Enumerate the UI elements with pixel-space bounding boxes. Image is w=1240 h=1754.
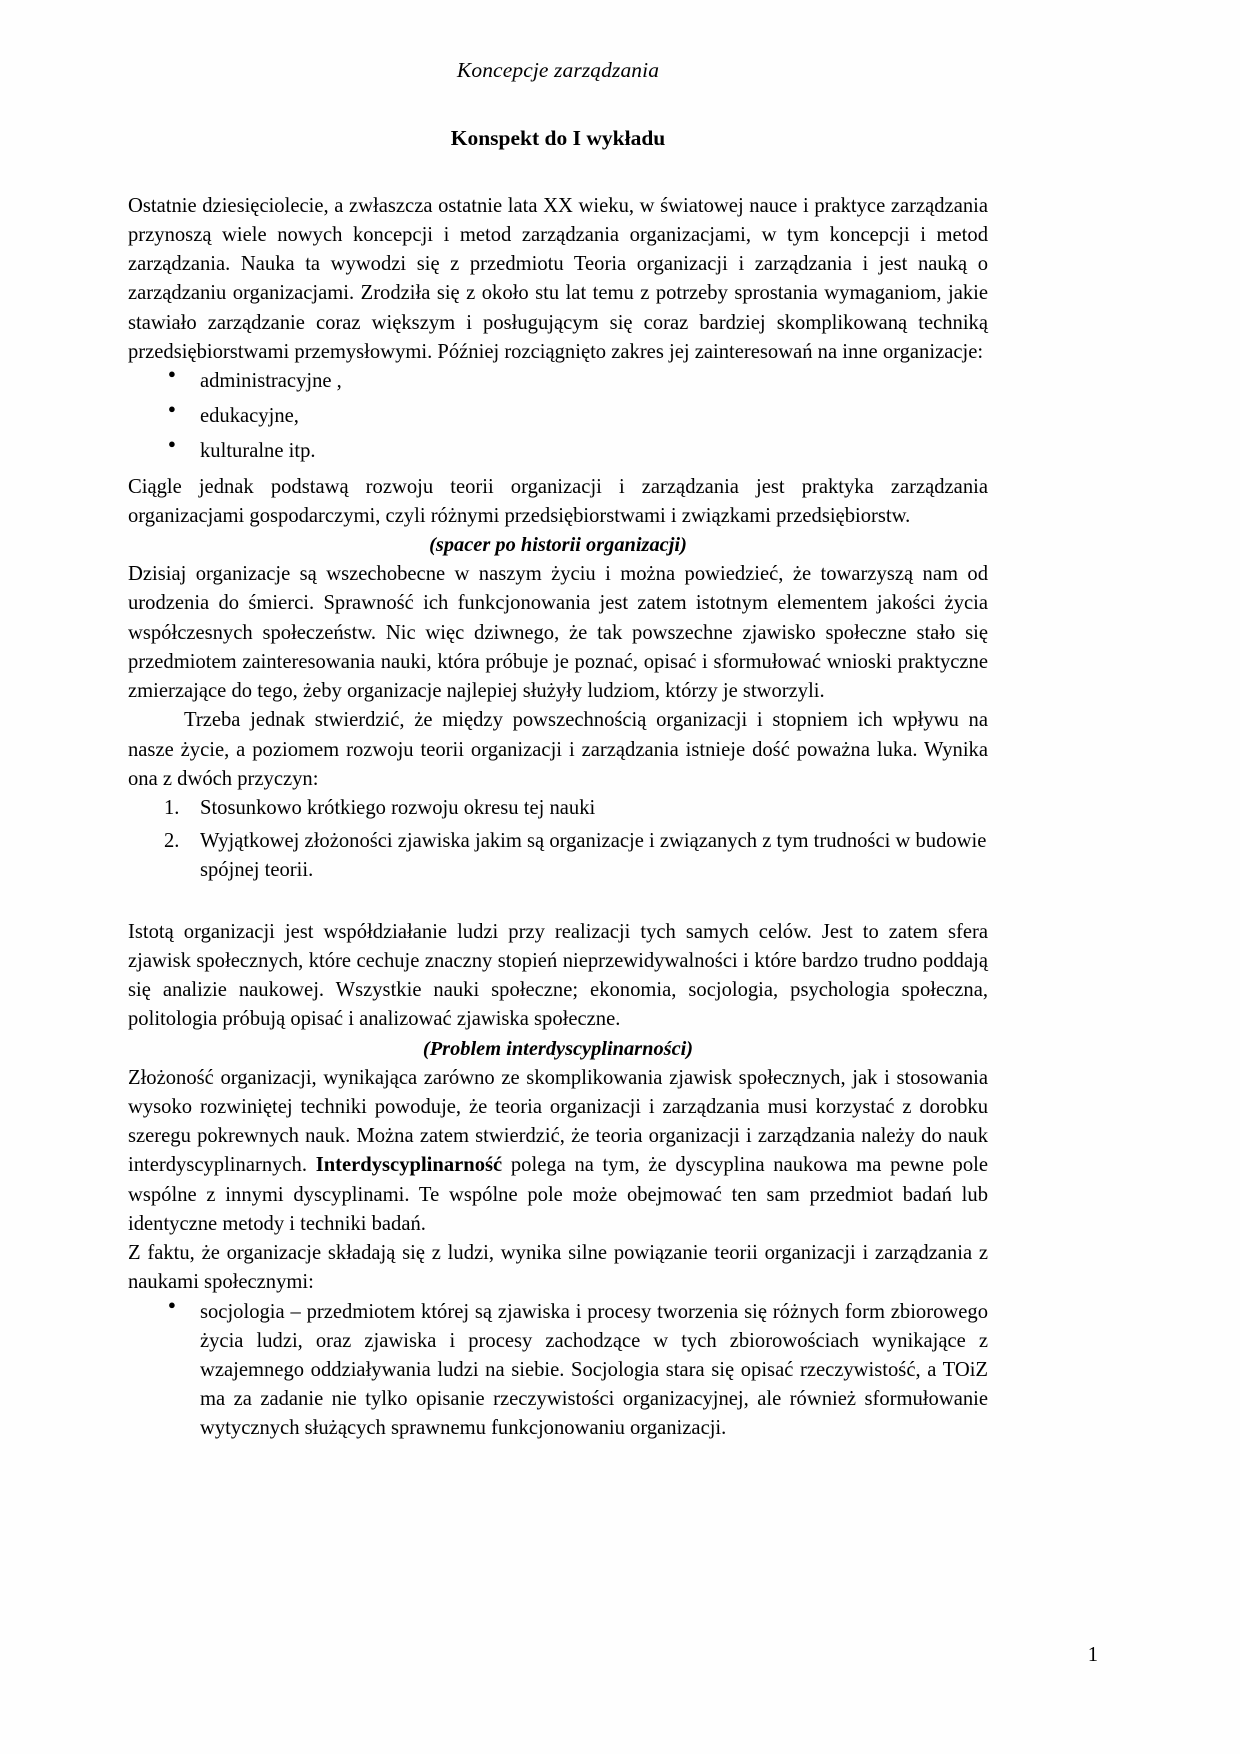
paragraph-gap: Trzeba jednak stwierdzić, że między powszechnością organizacji i stopniem ich wpływu na nasze życie, a poziomem rozwoju teorii organizacji i zarządzania istnieje dość poważna luka. Wynika ona z dwóch przyczyn:	[128, 709, 988, 790]
list-item: ● kulturalne itp.	[128, 437, 988, 466]
document-header: Koncepcje zarządzania	[456, 58, 660, 82]
numbered-list-reasons	[128, 794, 988, 886]
complexity-text-part2: polega na tym, że dyscyplina naukowa ma pewne pole wspólne z innymi dyscyplinami. Te wspólne pole może obejmować ten sam przedmiot badań lub identyczne metody i techniki badań.	[128, 1154, 989, 1235]
emphasis-interdisciplinarity: Interdyscyplinarność	[315, 1154, 503, 1177]
list-item: Wyjątkowej złożoności zjawiska jakim są organizacje i związanych z tym trudności w budowie spójnej teorii.	[200, 830, 987, 882]
section-heading-interdisciplinary: (Problem interdyscyplinarności)	[422, 1037, 694, 1060]
paragraph-complexity	[128, 1064, 988, 1239]
complexity-text-part1: Złożoność organizacji, wynikająca zarówno ze skomplikowania zjawisk społecznych, jak i stosowania wysoko rozwiniętej techniki powoduje, że teoria organizacji i zarządzania musi korzystać z dorobku szeregu pokrewnych nauk. Można zatem stwierdzić, że teoria organizacji i zarządzania należy do nauk interdyscyplinarnych.	[128, 1066, 988, 1177]
section-heading-history: (spacer po historii organizacji)	[429, 534, 687, 557]
paragraph-from-fact: Z faktu, że organizacje składają się z ludzi, wynika silne powiązanie teorii organizacji i zarządzania z naukami społecznymi:	[128, 1242, 988, 1294]
page-title: Konspekt do I wykładu	[450, 125, 666, 150]
paragraph-spacer	[128, 890, 988, 918]
page-number: 1	[1087, 1644, 1098, 1666]
bullet-list-sciences	[128, 1298, 988, 1444]
paragraph-intro: Ostatnie dziesięciolecie, a zwłaszcza ostatnie lata XX wieku, w światowej nauce i praktyce zarządzania przynoszą wiele nowych koncepcji i metod zarządzania organizacjami, w tym koncepcji i metod zarządzania. Nauka ta wywodzi się z przedmiotu Teoria organizacji i zarządzania i jest nauką o zarządzaniu organizacjami. Zrodziła się z około stu lat temu z potrzeby sprostania wymaganiom, jakie stawiało zarządzanie coraz większym i posługującym się coraz bardziej skomplikowaną techniką przedsiębiorstwami przemysłowymi. Później rozciągnięto zakres jej zainteresowań na inne organizacje:	[128, 194, 988, 363]
list-item: Stosunkowo krótkiego rozwoju okresu tej nauki	[200, 797, 596, 820]
paragraph-today: Dzisiaj organizacje są wszechobecne w naszym życiu i można powiedzieć, że towarzyszą nam od urodzenia do śmierci. Sprawność ich funkcjonowania jest zatem istotnym elementem jakości życia współczesnych społeczeństw. Nic więc dziwnego, że tak powszechne zjawisko społeczne stało się przedmiotem zainteresowania nauki, która próbuje je poznać, opisać i sformułować wnioski praktyczne zmierzające do tego, żeby organizacje najlepiej służyły ludziom, którzy je stworzyli.	[128, 563, 988, 703]
document-body	[128, 58, 988, 1444]
list-item: ● socjologia – przedmiotem której są zjawiska i procesy tworzenia się różnych form zbiorowego życia ludzi, oraz zjawiska i procesy zachodzące w tych zbiorowościach wynikające z wzajemnego oddziaływania ludzi na siebie. Socjologia stara się opisać rzeczywistość, a TOiZ ma za zadanie nie tylko opisanie rzeczywistości organizacyjnej, ale również sformułowanie wytycznych służących sprawnemu funkcjonowaniu organizacji.	[128, 1298, 988, 1444]
paragraph-essence: Istotą organizacji jest współdziałanie ludzi przy realizacji tych samych celów. Jest to zatem sfera zjawisk społecznych, które cechuje znaczny stopień nieprzewidywalności i które bardzo trudno poddają się analizie naukowej. Wszystkie nauki społeczne; ekonomia, socjologia, psychologia społeczna, politologia próbują opisać i analizować zjawiska społeczne.	[128, 920, 988, 1031]
bullet-list-organizations	[128, 367, 988, 467]
list-item: ● administracyjne ,	[128, 367, 988, 396]
paragraph-after-bullets: Ciągle jednak podstawą rozwoju teorii organizacji i zarządzania jest praktyka zarządzania organizacjami gospodarczymi, czyli różnymi przedsiębiorstwami i związkami przedsiębiorstw.	[128, 475, 988, 527]
list-item: ● edukacyjne,	[128, 402, 988, 431]
